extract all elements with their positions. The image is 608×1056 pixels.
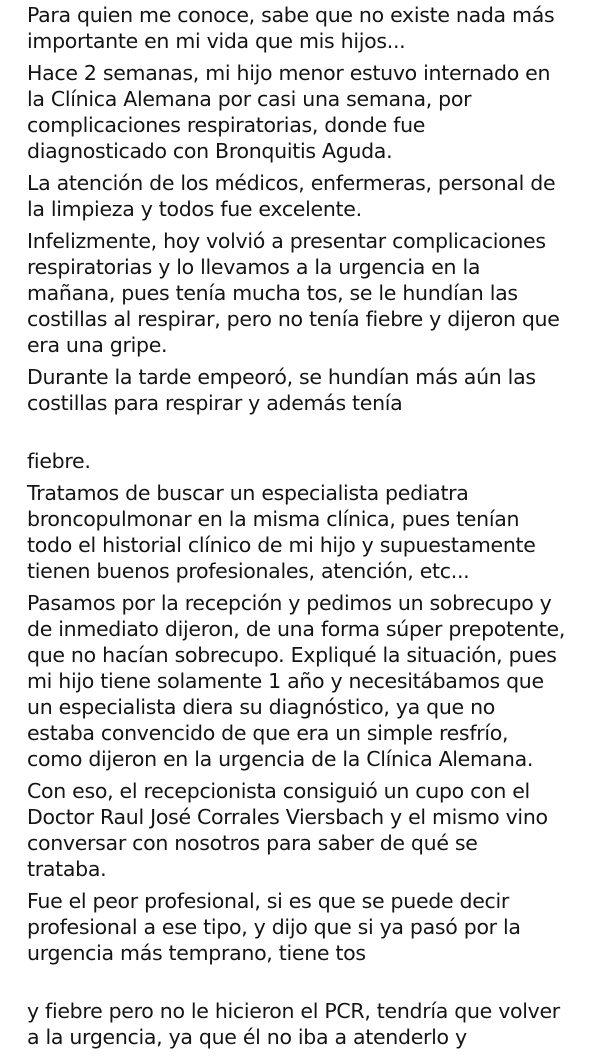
paragraph-doctor: Con eso, el recepcionista consiguió un cupo con el Doctor Raul José Corrales Viersbach y el mismo vino conversar con nosotros para saber de qué se trataba. (27, 779, 548, 881)
paragraph-reception: Pasamos por la recepción y pedimos un sobrecupo y de inmediato dijeron, de una forma súper prepotente, que no hacían sobrecupo. Expliqué la situación, pues mi hijo tiene solamente 1 año y necesitábamos que un especialista diera su diagnóstico, ya que no estaba convencido de que era un simple resfrío, como dijeron en la urgencia de la Clínica Alemana. (27, 591, 566, 771)
paragraph-afternoon: Durante la tarde empeoró, se hundían más aún las costillas para respirar y además tenía (27, 365, 536, 415)
paragraph-care: La atención de los médicos, enfermeras, personal de la limpieza y todos fue excelente. (27, 171, 556, 221)
paragraph-specialist-search: Tratamos de buscar un especialista pediatra broncopulmonar en la misma clínica, pues tenían todo el historial clínico de mi hijo y supuestamente tienen buenos profesionales, atención, etc... (27, 481, 536, 583)
paragraph-complications: Infelizmente, hoy volvió a presentar complicaciones respiratorias y lo llevamos a la urgencia en la mañana, pues tenía mucha tos, se le hundían las costillas al respirar, pero no tenía fiebre y dijeron que era una gripe. (27, 229, 560, 357)
paragraph-hospitalization: Hace 2 semanas, mi hijo menor estuvo internado en la Clínica Alemana por casi una semana, por complicaciones respiratorias, donde fue diagnosticado con Bronquitis Aguda. (27, 61, 551, 163)
paragraph-fever: fiebre. (27, 449, 91, 473)
paragraph-intro: Para quien me conoce, sabe que no existe nada más importante en mi vida que mis hijos... (27, 3, 555, 53)
paragraph-pcr: y fiebre pero no le hicieron el PCR, tendría que volver a la urgencia, ya que él no iba a atenderlo y (27, 999, 560, 1049)
document-body (27, 2, 602, 1056)
paragraph-worst-professional: Fue el peor profesional, si es que se puede decir profesional a ese tipo, y dijo que si ya pasó por la urgencia más temprano, tiene tos (27, 889, 521, 965)
